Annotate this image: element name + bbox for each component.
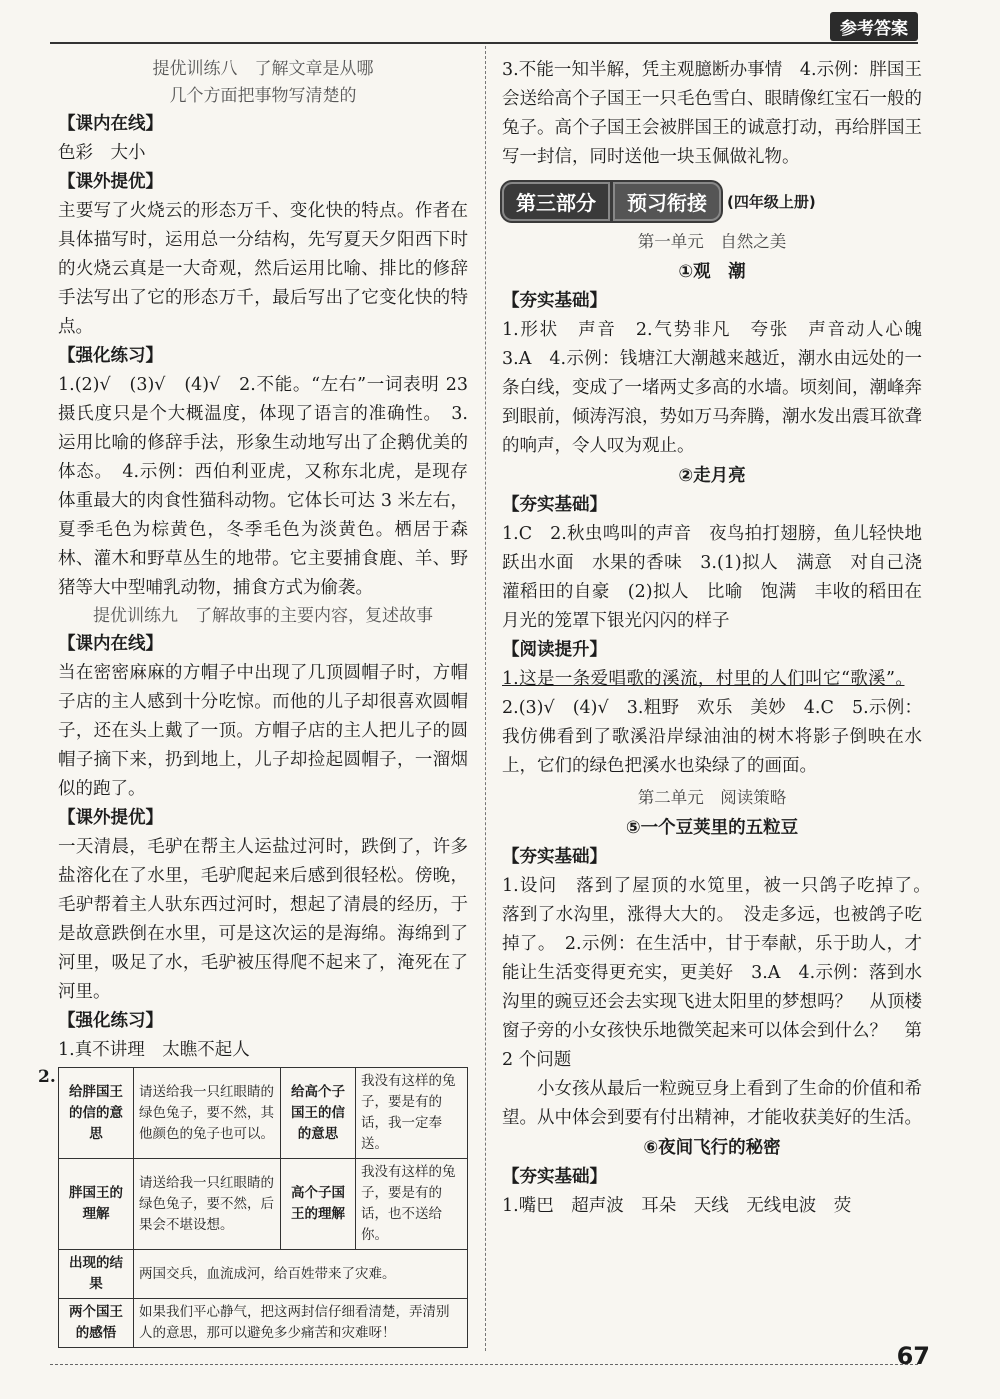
lesson-6-title: ⑥夜间飞行的秘密 — [643, 1138, 781, 1158]
left-column — [38, 56, 468, 1348]
top-rule — [50, 42, 918, 44]
table-cell: 请送给我一只红眼睛的绿色兔子，要不然，其他颜色的兔子也可以。 — [134, 1068, 281, 1159]
label-yuedu: 【阅读提升】 — [502, 640, 607, 660]
banner-part: 第三部分 — [502, 182, 610, 221]
question-2-number: 2. — [38, 1067, 56, 1087]
table-cell: 如果我们平心静气，把这两封信仔细看清楚，弄清别人的意思，那可以避免多少痛苦和灾难呀！ — [134, 1299, 468, 1348]
section-8-title-line1: 提优训练八 了解文章是从哪 — [152, 59, 374, 79]
table-cell: 给高个子国王的信的意思 — [281, 1068, 356, 1159]
answer-lesson-5-b: 小女孩从最后一粒豌豆身上看到了生命的价值和希望。从中体会到要有付出精神，才能收获美好的生活。 — [502, 1079, 922, 1128]
table-cell: 请送给我一只红眼睛的绿色兔子，要不然，后果会不堪设想。 — [134, 1159, 281, 1250]
answer-kenei: 色彩 大小 — [58, 143, 146, 163]
right-column — [502, 56, 940, 1221]
page-number: 67 — [896, 1342, 930, 1370]
label-qianghua: 【强化练习】 — [58, 346, 163, 366]
label-hangshi-5: 【夯实基础】 — [502, 847, 607, 867]
table-cell: 两个国王的感悟 — [59, 1299, 134, 1348]
answer-key-tag: 参考答案 — [830, 12, 918, 41]
lesson-1-title: ①观 潮 — [678, 262, 746, 282]
banner-grade: (四年级上册) — [727, 193, 816, 211]
table-row — [59, 1250, 468, 1299]
table-row — [59, 1299, 468, 1348]
bottom-rule — [50, 1364, 918, 1365]
answer-lesson-5: 1.设问 落到了屋顶的水笕里，被一只鸽子吃掉了。 落到了水沟里，涨得大大的。 没走多远，也被鸽子吃掉了。 2.示例：在生活中，甘于奉献，乐于助人，才能让生活变得更充实，更美好 3.A 4.示例：落到水沟里的豌豆还会去实现飞进太阳里的梦想吗？ 从顶楼窗子旁的小女孩快乐地微笑起来可以体会到什么？ 第 2 个问题 — [502, 876, 940, 1070]
underlined-answer: 1.这是一条爱唱歌的溪流，村里的人们叫它“歌溪”。 — [502, 669, 905, 689]
answer-yuedu — [502, 665, 922, 781]
answer-lesson-6: 1.嘴巴 超声波 耳朵 天线 无线电波 荧 — [502, 1196, 852, 1216]
unit-1-title: 第一单元 自然之美 — [637, 232, 787, 251]
label-hangshi-1: 【夯实基础】 — [502, 291, 607, 311]
table-row — [59, 1159, 468, 1250]
table-cell: 高个子国王的理解 — [281, 1159, 356, 1250]
answer-lesson-1: 1.形状 声音 2.气势非凡 夸张 声音动人心魄 3.A 4.示例：钱塘江大潮越来越近，潮水由远处的一条白线，变成了一堵两丈多高的水墙。顷刻间，潮峰奔到眼前，倾涛泻浪，势如万马奔腾，潮水发出震耳欲聋的响声，令人叹为观止。 — [502, 320, 940, 456]
unit-2-title: 第二单元 阅读策略 — [637, 788, 787, 807]
label-qianghua-2: 【强化练习】 — [58, 1011, 163, 1031]
lesson-2-title: ②走月亮 — [678, 466, 746, 486]
table-cell: 我没有这样的兔子，要是有的话，我一定奉送。 — [356, 1068, 468, 1159]
label-hangshi-2: 【夯实基础】 — [502, 495, 607, 515]
section-8-title-line2: 几个方面把事物写清楚的 — [169, 86, 357, 106]
table-row — [59, 1068, 468, 1159]
part-three-banner — [502, 182, 922, 221]
table-cell: 两国交兵，血流成河，给百姓带来了灾难。 — [134, 1250, 468, 1299]
label-kenei: 【课内在线】 — [58, 114, 163, 134]
label-kenei-2: 【课内在线】 — [58, 634, 163, 654]
answer-kenei-2: 当在密密麻麻的方帽子中出现了几顶圆帽子时，方帽子店的主人感到十分吃惊。而他的儿子却很喜欢圆帽子，还在头上戴了一顶。方帽子店的主人把儿子的圆帽子摘下来，扔到地上，儿子却捡起圆帽子，一溜烟似的跑了。 — [58, 663, 468, 799]
label-kewai: 【课外提优】 — [58, 172, 163, 192]
lesson-5-title: ⑤一个豆荚里的五粒豆 — [625, 818, 799, 838]
table-cell: 给胖国王的信的意思 — [59, 1068, 134, 1159]
table-cell: 胖国王的理解 — [59, 1159, 134, 1250]
answer-yuedu-rest: 2.(3)√ (4)√ 3.粗野 欢乐 美妙 4.C 5.示例：我仿佛看到了歌溪沿岸绿油油的树木将影子倒映在水上，它们的绿色把溪水也染绿了的画面。 — [502, 669, 922, 776]
table-cell: 我没有这样的兔子，要是有的话，也不送给你。 — [356, 1159, 468, 1250]
answer-qianghua: 1.(2)√ (3)√ (4)√ 2.不能。“左右”一词表明 23 摄氏度只是个大概温度，体现了语言的准确性。 3.运用比喻的修辞手法，形象生动地写出了企鹅优美的体态。 4.示例：西伯利亚虎，又称东北虎，是现存体重最大的肉食性猫科动物。它体长可达 3 米左右，夏季毛色为棕黄色，冬季毛色为淡黄色。栖居于森林、灌木和野草丛生的地带。它主要捕食鹿、羊、野猪等大中型哺乳动物，捕食方式为偷袭。 — [58, 375, 468, 598]
banner-name: 预习衔接 — [613, 182, 721, 221]
column-divider — [485, 46, 486, 1351]
section-9-title: 提优训练九 了解故事的主要内容，复述故事 — [93, 606, 433, 626]
answer-qianghua-2-q1: 1.真不讲理 太瞧不起人 — [58, 1040, 250, 1060]
answer-lesson-2: 1.C 2.秋虫鸣叫的声音 夜鸟拍打翅膀，鱼儿轻快地跃出水面 水果的香味 3.(1)拟人 满意 对自己浇灌稻田的自豪 (2)拟人 比喻 饱满 丰收的稻田在月光的笼罩下银光闪闪的样子 — [502, 524, 922, 631]
answer-top-continuation: 3.不能一知半解，凭主观臆断办事情 4.示例：胖国王会送给高个子国王一只毛色雪白、眼睛像红宝石一般的兔子。高个子国王会被胖国王的诚意打动，再给胖国王写一封信，同时送他一块玉佩做礼物。 — [502, 60, 922, 167]
answer-kewai-2: 一天清晨，毛驴在帮主人运盐过河时，跌倒了，许多盐溶化在了水里，毛驴爬起来后感到很轻松。傍晚，毛驴帮着主人驮东西过河时，想起了清晨的经历，于是故意跌倒在水里，可是这次运的是海绵。海绵到了河里，吸足了水，毛驴被压得爬不起来了，淹死在了河里。 — [58, 837, 468, 1002]
label-kewai-2: 【课外提优】 — [58, 808, 163, 828]
answer-kewai: 主要写了火烧云的形态万千、变化快的特点。作者在具体描写时，运用总一分结构，先写夏天夕阳西下时的火烧云真是一大奇观，然后运用比喻、排比的修辞手法写出了它的形态万千，最后写出了它变化快的特点。 — [58, 201, 468, 337]
label-hangshi-6: 【夯实基础】 — [502, 1167, 607, 1187]
table-cell: 出现的结果 — [59, 1250, 134, 1299]
letters-table — [58, 1067, 468, 1348]
